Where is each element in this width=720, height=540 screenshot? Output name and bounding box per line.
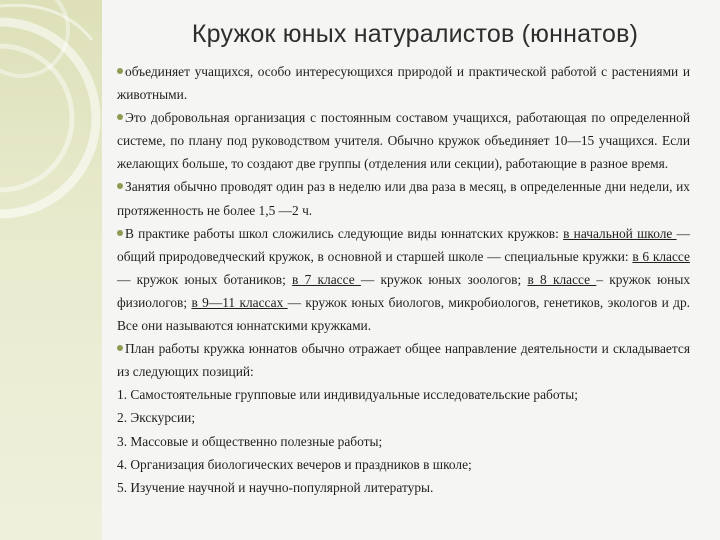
paragraph-4: В практике работы школ сложились следующие виды юннатских кружков: в начальной школе — общий природоведческий кружок, в основной и старшей школе — специальные кружки: в 6 классе — кружок юных ботаников; в 7 классе — кружок юных зоологов; в 8 классе – кружок юных физиологов; в 9—11 классах — кружок юных биологов, микробиологов, генетиков, экологов и др. Все они называются юннатскими кружками.: [117, 225, 691, 334]
list-item: 4. Организация биологических вечеров и праздников в школе;: [117, 456, 472, 472]
underlined-term: в 9—11 классах: [191, 294, 288, 310]
bullet-icon: [117, 183, 123, 189]
bullet-icon: [117, 114, 123, 120]
list-item: 1. Самостоятельные групповые или индивидуальные исследовательские работы;: [117, 387, 578, 403]
bullet-icon: [117, 230, 123, 236]
paragraph-2: Это добровольная организация с постоянным составом учащихся, работающая по определенной системе, по плану под руководством учителя. Обычно кружок объединяет 10—15 учащихся. Если желающих больше, то создают две группы (отделения или секции), работающие в разное время.: [117, 110, 690, 172]
paragraph-5: План работы кружка юннатов обычно отражает общее направление деятельности и складывается из следующих позиций:: [117, 341, 690, 380]
paragraph-1: объединяет учащихся, особо интересующихся природой и практической работой с растениями и животными.: [117, 64, 690, 103]
slide-body: [117, 60, 690, 499]
list-item: 5. Изучение научной и научно-популярной литературы.: [117, 479, 434, 495]
paragraph-3: Занятия обычно проводят один раз в неделю или два раза в месяц, в определенные дни недели, их протяженность не более 1,5 —2 ч.: [117, 179, 690, 218]
bullet-icon: [117, 68, 123, 74]
bullet-icon: [117, 345, 123, 351]
list-item: 2. Экскурсии;: [117, 410, 196, 426]
underlined-term: в 6 классе: [632, 248, 690, 264]
slide-title: Кружок юных натуралистов (юннатов): [191, 20, 639, 48]
underlined-term: в 8 классе: [527, 271, 597, 287]
underlined-term: в 7 классе: [292, 271, 361, 287]
underlined-term: в начальной школе: [563, 225, 677, 241]
decorative-swirl-graphic: [0, 0, 102, 540]
decorative-side-band: [0, 0, 102, 540]
list-item: 3. Массовые и общественно полезные работы;: [117, 433, 383, 449]
